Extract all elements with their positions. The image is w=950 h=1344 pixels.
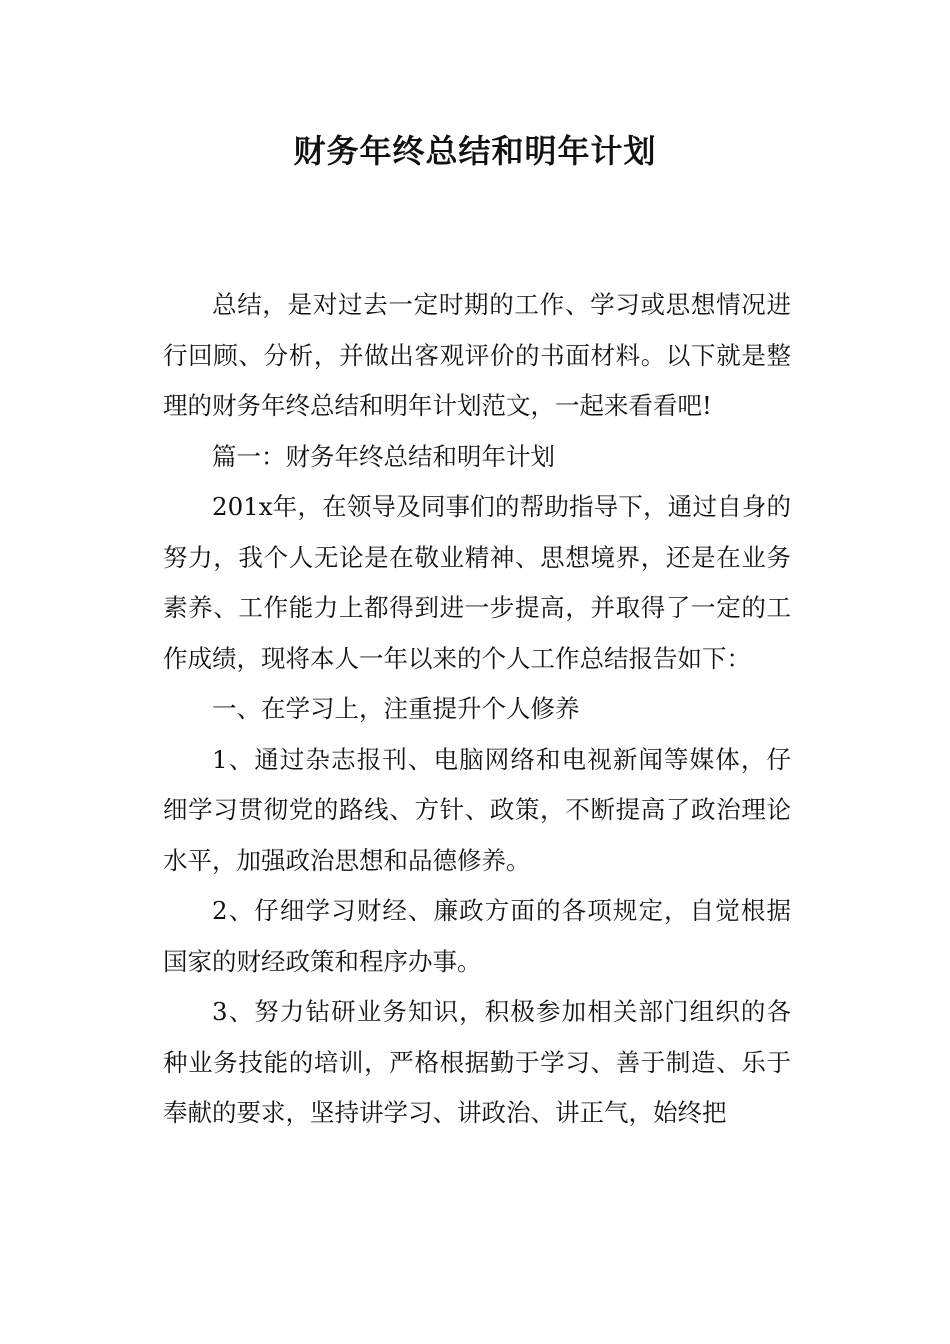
paragraph-item-1: 1、通过杂志报刊、电脑网络和电视新闻等媒体，仔细学习贯彻党的路线、方针、政策，不断提高了政治理论水平，加强政治思想和品德修养。 [163,744,791,875]
paragraph-heading-study: 一、在学习上，注重提升个人修养 [212,694,580,723]
paragraph-section-heading: 篇一：财务年终总结和明年计划 [212,441,555,471]
paragraph-item-3: 3、努力钻研业务知识，积极参加相关部门组织的各种业务技能的培训，严格根据勤于学习、善于制造、乐于奉献的要求，坚持讲学习、讲政治、讲正气，始终把 [163,997,791,1127]
paragraph-intro: 总结，是对过去一定时期的工作、学习或思想情况进行回顾、分析，并做出客观评价的书面材料。以下就是整理的财务年终总结和明年计划范文，一起来看看吧! [163,290,791,420]
document-title: 财务年终总结和明年计划 [293,132,657,170]
paragraph-item-2: 2、仔细学习财经、廉政方面的各项规定，自觉根据国家的财经政策和程序办事。 [163,896,791,976]
document-body [163,280,791,1139]
paragraph-overview: 201x年，在领导及同事们的帮助指导下，通过自身的努力，我个人无论是在敬业精神、思想境界，还是在业务素养、工作能力上都得到进一步提高，并取得了一定的工作成绩，现将本人一年以来的个人工作总结报告如下： [163,492,791,673]
